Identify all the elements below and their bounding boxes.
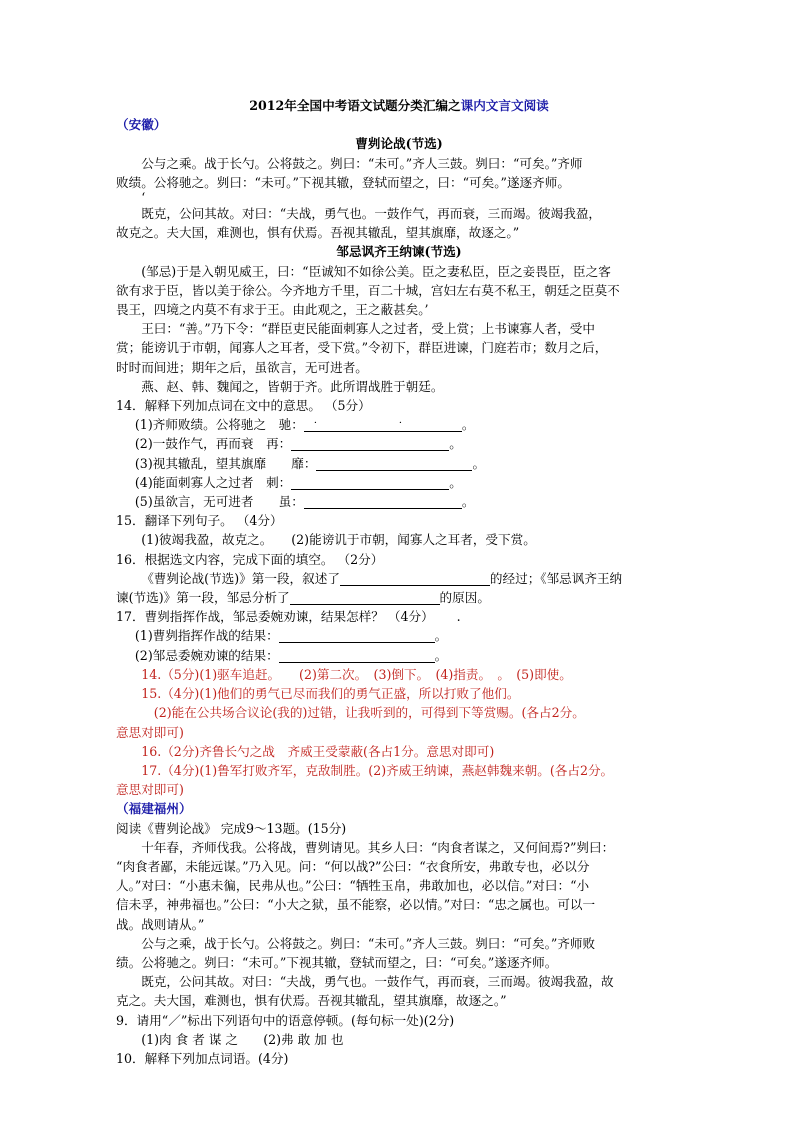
item-label: (1)曹刿指挥作战的结果： [134,628,279,644]
question-17-item [116,626,682,645]
page-title [116,96,682,115]
passage-line: 人。”对曰：“小惠未徧，民弗从也。”公曰：“牺牲玉帛，弗敢加也，必以信。”对曰：“小 [116,878,590,894]
passage-line: 赏；能谤讥于市朝，闻寡人之耳者，受下赏。”令初下，群臣进谏，门庭若市；数月之后， [116,340,608,356]
answer-15: 意思对即可) [116,724,184,740]
answer-16: 16.（2分)齐鲁长勺之战 齐威王受蒙蔽(各占1分。意思对即可) [141,743,495,759]
answer-blank[interactable] [304,494,462,509]
end-mark: 。 [461,417,475,433]
answer-blank[interactable] [291,436,449,451]
passage-line: 欲有求于臣，皆以美于徐公。今齐地方千里，百二十城，宫妇左右莫不私王，朝廷之臣莫不 [116,282,620,298]
passage-line: 战。战则请从。” [116,916,205,932]
q16-text: 的原因。 [439,590,490,606]
passage-line: 公与之乘。战于长勺。公将鼓之。刿曰：“未可。”齐人三鼓。刿曰：“可矣。”齐师 [141,155,583,171]
question-9: 9．请用“／”标出下列语句中的语意停顿。(每句标一处)(2分) [116,1012,455,1028]
q16-text: 的经过；《邹忌讽齐王纳 [489,570,623,586]
item-label: (3)视其辙乱，望其旗靡 靡： [134,455,317,471]
passage-line: 燕、赵、韩、魏闻之，皆朝于齐。此所谓战胜于朝廷。 [141,378,444,394]
question-14: 14．解释下列加点词在文中的意思。 （5分） [116,398,371,414]
question-16: 16．根据选文内容，完成下面的填空。 （2分） [116,551,384,567]
question-14-item [116,415,682,434]
item-label: (1)齐师败绩。公将驰之 驰： [134,417,304,433]
question-15-items: (1)彼竭我盈，故克之。 (2)能谤讥于市朝，闻寡人之耳者，受下赏。 [141,532,536,548]
answer-17: 意思对即可) [116,782,184,798]
answer-blank[interactable] [279,648,435,663]
end-mark: 。 [461,494,475,510]
passage-line: 畏王，四境之内莫不有求于王。由此观之，王之蔽甚矣。’ [116,302,429,318]
answer-15: 15.（4分)(1)他们的勇气已尽而我们的勇气正盛，所以打败了他们。 [141,686,520,702]
answer-blank[interactable] [316,456,472,471]
answer-17: 17.（4分)(1)鲁军打败齐军，克敌制胜。(2)齐威王纳谏，燕赵韩魏来朝。(各占2分。 [141,762,614,778]
q16-text: 《曹刿论战(节选)》第一段，叙述了 [141,570,340,586]
question-16-line [116,569,682,588]
passage-line: 十年春，齐师伐我。公将战，曹刿请见。其乡人曰：“肉食者谋之，又何间焉?”刿曰： [141,839,615,855]
item-label: (4)能面刺寡人之过者 刺： [134,474,292,490]
question-9-items: (1)肉 食 者 谋 之 (2)弗 敢 加 也 [141,1031,344,1047]
passage-line: 克之。夫大国，难测也，惧有伏焉。吾视其辙乱，望其旗靡，故逐之。” [116,993,507,1009]
answer-blank[interactable] [291,475,449,490]
question-16-line [116,588,682,607]
fujian-intro: 阅读《曹刿论战》 完成9～13题。(15分) [116,820,347,836]
document-page [116,96,682,1068]
passage-line: 败绩。公将驰之。刿曰：“未可。”下视其辙，登轼而望之，曰：“可矣。”遂逐齐师。 [116,174,570,190]
question-17: 17．曹刿指挥作战，邹忌委婉劝谏，结果怎样？ （4分） . [116,609,461,625]
passage-line: (邹忌)于是入朝见威王，曰：“臣诚知不如徐公美。臣之妻私臣，臣之妾畏臣，臣之客 [141,263,611,279]
passage-line: 信未孚，神弗福也。”公曰：“小大之狱，虽不能察，必以情。”对曰：“忠之属也。可以一 [116,897,596,913]
answer-blank[interactable] [279,628,435,643]
answer-14: 14.（5分)(1)驱车追赶。 (2)第二次。 (3)倒下。 (4)指责。 。 (5)即使。 [141,666,572,682]
passage-line: “肉食者鄙，未能远谋。”乃入见。问：“何以战?”公曰：“衣食所安，弗敢专也，必以分 [116,858,590,874]
question-14-item [116,434,682,453]
question-14-item [116,473,682,492]
passage-title-zouji: 邹忌讽齐王纳谏(节选) [336,244,462,260]
passage-line: 绩。公将驰之。刿曰：“未可。”下视其辙，登轼而望之，曰：“可矣。”遂逐齐师。 [116,954,558,970]
passage-line: 公与之乘，战于长勺。公将鼓之。刿曰：“未可。”齐人三鼓。刿曰：“可矣。”齐师败 [141,935,596,951]
answer-15: (2)能在公共场合议论(我的)过错，让我听到的，可得到下等赏赐。(各占2分。 [153,705,585,721]
question-14-item [116,492,682,511]
passage-line: 王曰：“善。”乃下令：“群臣吏民能面刺寡人之过者，受上赏；上书谏寡人者，受中 [141,321,595,337]
region-fujian: （福建福州） [116,801,192,817]
passage-line: 既克，公问其故。对曰：“夫战，勇气也。一鼓作气，再而衰，三而竭。彼竭我盈，故 [141,974,614,990]
answer-blank[interactable] [340,571,490,586]
end-mark: 。 [449,474,462,490]
passage-title-caogui: 曹刿论战(节选) [355,136,443,152]
end-mark: 。 [472,455,486,471]
end-mark: 。 [449,436,462,452]
answer-blank[interactable] [290,590,440,605]
q16-text: 谏(节选)》第一段，邹忌分析了 [116,590,290,606]
question-17-item [116,646,682,665]
region-anhui: （安徽） [116,117,167,133]
end-mark: 。 [434,647,448,663]
title-text: 2012年全国中考语文试题分类汇编之 [249,98,461,113]
passage-mark: ‘ [141,190,146,206]
answer-blank[interactable] [304,417,462,432]
passage-line: 时时而间进；期年之后，虽欲言，无可进者。 [116,359,368,375]
title-highlight: 课内文言文阅读 [460,98,549,113]
question-14-item [116,454,682,473]
item-label: (2)一鼓作气，再而衰 再： [134,436,292,452]
blank-dots: ． ． [313,415,409,427]
passage-line: 故克之。夫大国，难测也，惧有伏焉。吾视其辙乱，望其旗靡，故逐之。” [116,225,520,241]
item-label: (5)虽欲言，无可进者 虽： [134,494,304,510]
question-15: 15．翻译下列句子。 （4分） [116,513,283,529]
item-label: (2)邹忌委婉劝谏的结果： [134,647,279,663]
passage-line: 既克，公问其故。对曰：“夫战，勇气也。一鼓作气，再而衰，三而竭。彼竭我盈， [141,206,602,222]
end-mark: 。 [434,628,448,644]
question-10: 10．解释下列加点词语。(4分) [116,1050,289,1066]
